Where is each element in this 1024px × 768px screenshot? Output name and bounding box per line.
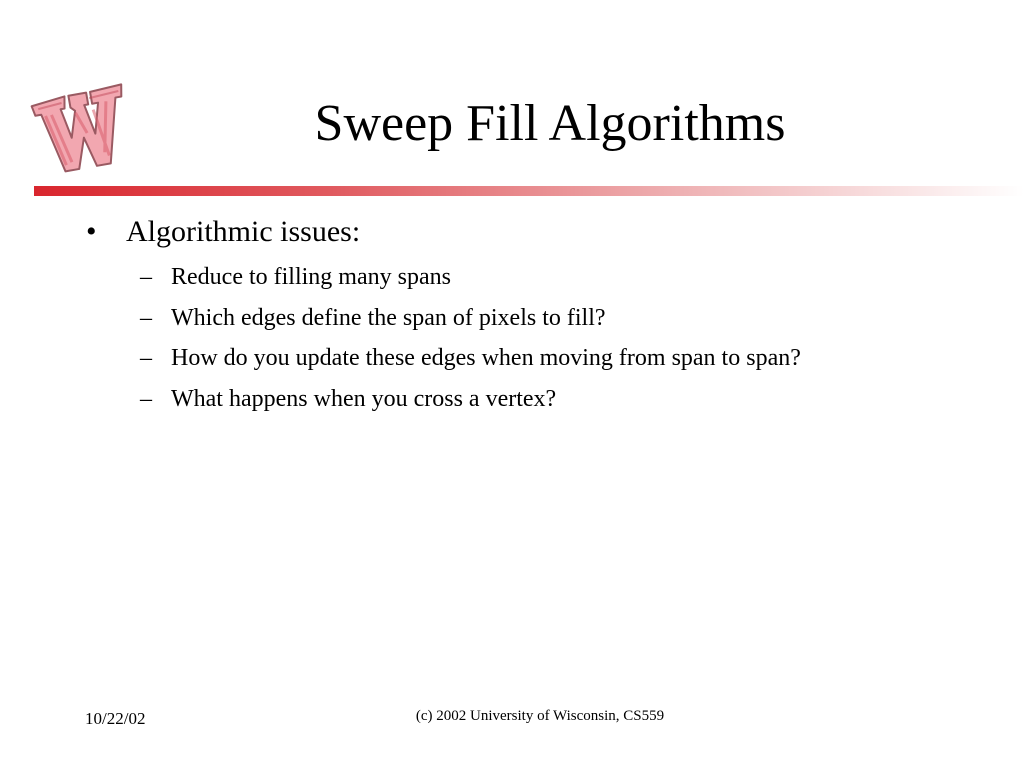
footer-copyright: (c) 2002 University of Wisconsin, CS559 xyxy=(415,708,665,724)
slide-title: Sweep Fill Algorithms xyxy=(314,95,786,152)
sub-bullet-marker: – xyxy=(140,305,152,331)
bullet-text: Algorithmic issues: xyxy=(126,215,361,248)
sub-bullet-text: Which edges define the span of pixels to fill? xyxy=(171,305,606,331)
sub-bullet-marker: – xyxy=(140,345,152,371)
bullet-marker: • xyxy=(86,215,97,248)
sub-bullet-marker: – xyxy=(140,264,152,290)
title-underline-rule xyxy=(34,186,1024,196)
sub-bullet-text: What happens when you cross a vertex? xyxy=(171,386,557,412)
sub-bullet-text: How do you update these edges when moving from span to span? xyxy=(171,345,801,371)
sub-bullet-marker: – xyxy=(140,386,152,412)
footer-date: 10/22/02 xyxy=(85,709,146,728)
sub-bullet-text: Reduce to filling many spans xyxy=(171,264,451,290)
wisconsin-w-logo-icon xyxy=(30,76,132,178)
